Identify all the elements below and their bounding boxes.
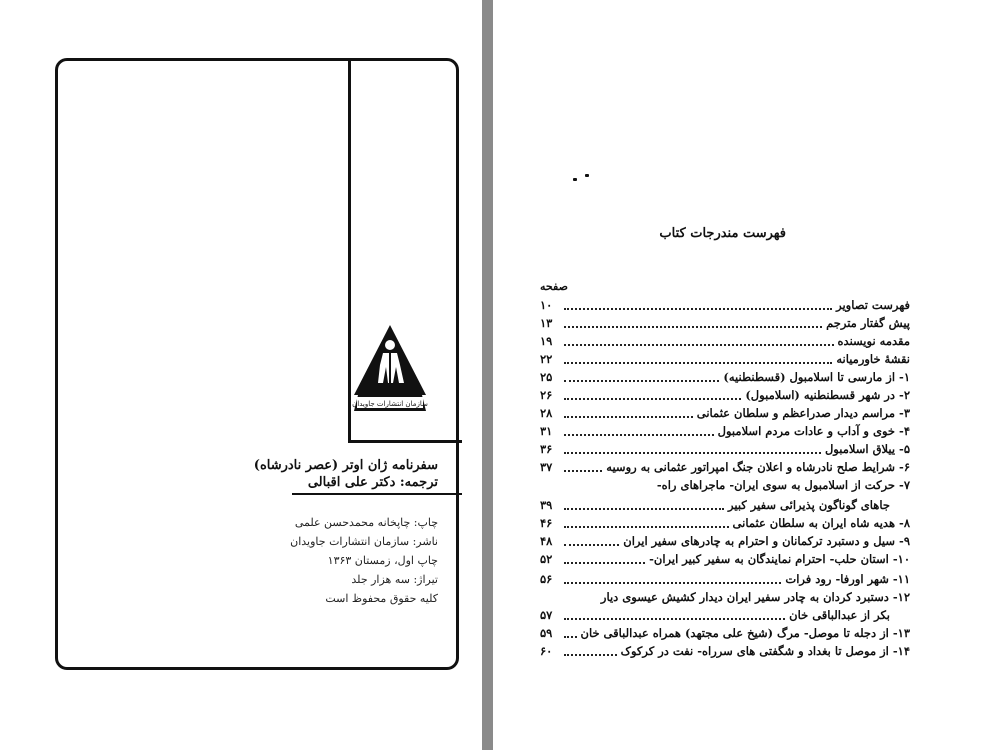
- toc-entry: [540, 588, 910, 606]
- leader-dots: [564, 434, 714, 436]
- leader-dots: [564, 508, 724, 510]
- print-mark: [585, 174, 589, 177]
- leader-dots: [564, 326, 822, 328]
- leader-dots: [564, 636, 577, 638]
- leader-dots: [564, 398, 741, 400]
- toc-entry-text: ۸- هدیه شاه ایران به سلطان عثمانی: [732, 516, 910, 530]
- publisher-line: ناشر: سازمان انتشارات جاویدان: [290, 535, 438, 548]
- logo-text: سازمان انتشارات جاویدان: [352, 400, 428, 408]
- leader-dots: [564, 416, 693, 418]
- toc-entry-text: ۱۱- شهر اورفا- رود فرات: [785, 572, 910, 586]
- leader-dots: [564, 362, 832, 364]
- left-page: [0, 0, 482, 750]
- toc-entry: [540, 532, 910, 550]
- toc-entry-page: ۳۱: [540, 424, 553, 438]
- toc-entry-text: ۳- مراسم دیدار صدراعظم و سلطان عثمانی: [696, 406, 910, 420]
- toc-entry-page: ۲۸: [540, 406, 553, 420]
- toc-entry-page: ۴۶: [540, 516, 553, 530]
- toc-entry-text: نقشهٔ خاورمیانه: [836, 352, 910, 366]
- leader-dots: [564, 470, 602, 472]
- toc-entry-text: ۱۰- استان حلب- احترام نمایندگان به سفیر کبیر ایران-: [649, 552, 910, 566]
- toc-entry: [540, 296, 910, 314]
- leader-dots: [564, 344, 834, 346]
- toc-entry: [540, 314, 910, 332]
- toc-entry-page: ۵۶: [540, 572, 553, 586]
- print-run-line: تیراژ: سه هزار جلد: [351, 573, 438, 586]
- toc-entry: [540, 332, 910, 350]
- leader-dots: [564, 654, 617, 656]
- toc-entry-page: ۱۹: [540, 334, 553, 348]
- toc-entry-text: فهرست تصاویر: [836, 298, 910, 312]
- toc-entry: [540, 422, 910, 440]
- toc-entry-page: ۵۹: [540, 626, 553, 640]
- toc-entry: [540, 570, 910, 588]
- toc-entry-page: ۲۶: [540, 388, 553, 402]
- toc-entry-page: ۳۷: [540, 460, 553, 474]
- toc-entry: [540, 642, 910, 660]
- toc-entry-text: جاهای گوناگون پذیرائی سفیر کبیر: [728, 498, 890, 512]
- toc-entry-text: ۲- در شهر قسطنطنیه (اسلامبول): [745, 388, 910, 402]
- frame-rule: [292, 493, 462, 495]
- leader-dots: [564, 308, 832, 310]
- printer-line: چاپ: چاپخانه محمدحسن علمی: [294, 516, 438, 529]
- toc-entry-text: ۱۳- از دجله تا موصل- مرگ (شیخ علی مجتهد) همراه عبدالباقی خان: [580, 626, 910, 640]
- toc-entry: [540, 606, 890, 624]
- leader-dots: [564, 544, 619, 546]
- toc-entry: [540, 496, 890, 514]
- leader-dots: [564, 526, 729, 528]
- frame-divider-horizontal: [348, 440, 462, 443]
- translator-credit: ترجمه: دکتر علی اقبالی: [307, 475, 438, 490]
- leader-dots: [564, 618, 785, 620]
- toc-entry-page: ۲۲: [540, 352, 553, 366]
- toc-entry: [540, 476, 910, 494]
- leader-dots: [564, 562, 645, 564]
- toc-entry-page: ۶۰: [540, 644, 553, 658]
- toc-entry: [540, 350, 910, 368]
- edition-line: چاپ اول، زمستان ۱۳۶۳: [327, 554, 438, 567]
- page-column-label: صفحه: [540, 280, 568, 293]
- toc-entry-text: ۱۲- دستبرد کردان به چادر سفیر ایران دیدار کشیش عیسوی دیار: [600, 590, 910, 604]
- toc-entry: [540, 368, 910, 386]
- leader-dots: [564, 582, 781, 584]
- print-mark: [573, 178, 577, 181]
- toc-entry-text: مقدمه نویسنده: [837, 334, 910, 348]
- toc-title: فهرست مندرجات کتاب: [659, 226, 786, 241]
- rights-line: کلیه حقوق محفوظ است: [325, 592, 438, 605]
- toc-entry-page: ۵۲: [540, 552, 553, 566]
- toc-entry-page: ۲۵: [540, 370, 553, 384]
- toc-entry-text: پیش گفتار مترجم: [826, 316, 910, 330]
- book-title: سفرنامه ژان اوتر (عصر نادرشاه): [253, 458, 438, 473]
- leader-dots: [564, 380, 719, 382]
- toc-entry-page: ۳۹: [540, 498, 553, 512]
- toc-entry: [540, 624, 910, 642]
- toc-entry: [540, 458, 910, 476]
- toc-entry-text: ۷- حرکت از اسلامبول به سوی ایران- ماجراهای راه-: [656, 478, 910, 492]
- publisher-logo: [350, 323, 430, 411]
- toc-entry-text: ۱- از مارسی تا اسلامبول (قسطنطنیه): [723, 370, 910, 384]
- toc-entry-text: ۵- ییلاق اسلامبول: [824, 442, 910, 456]
- toc-entry-page: ۱۳: [540, 316, 553, 330]
- page-frame: [55, 58, 459, 670]
- toc-entry: [540, 404, 910, 422]
- toc-entry-text: ۹- سیل و دستبرد ترکمانان و احترام به چادرهای سفیر ایران: [623, 534, 910, 548]
- toc-entry: [540, 514, 910, 532]
- toc-entry-page: ۱۰: [540, 298, 553, 312]
- toc-entry-page: ۵۷: [540, 608, 553, 622]
- toc-entry-page: ۳۶: [540, 442, 553, 456]
- toc-entry: [540, 440, 910, 458]
- toc-entry: [540, 550, 910, 568]
- toc-entry-text: ۶- شرایط صلح نادرشاه و اعلان جنگ امپراتور عثمانی به روسیه: [606, 460, 910, 474]
- toc-entry-text: ۱۴- از موصل تا بغداد و شگفتی های سرراه- نفت در کرکوک: [620, 644, 910, 658]
- toc-entry-text: ۴- خوی و آداب و عادات مردم اسلامبول: [717, 424, 910, 438]
- toc-entry-page: ۴۸: [540, 534, 553, 548]
- toc-entry: [540, 386, 910, 404]
- toc-entry-text: بکر از عبدالباقی خان: [789, 608, 890, 622]
- leader-dots: [564, 452, 821, 454]
